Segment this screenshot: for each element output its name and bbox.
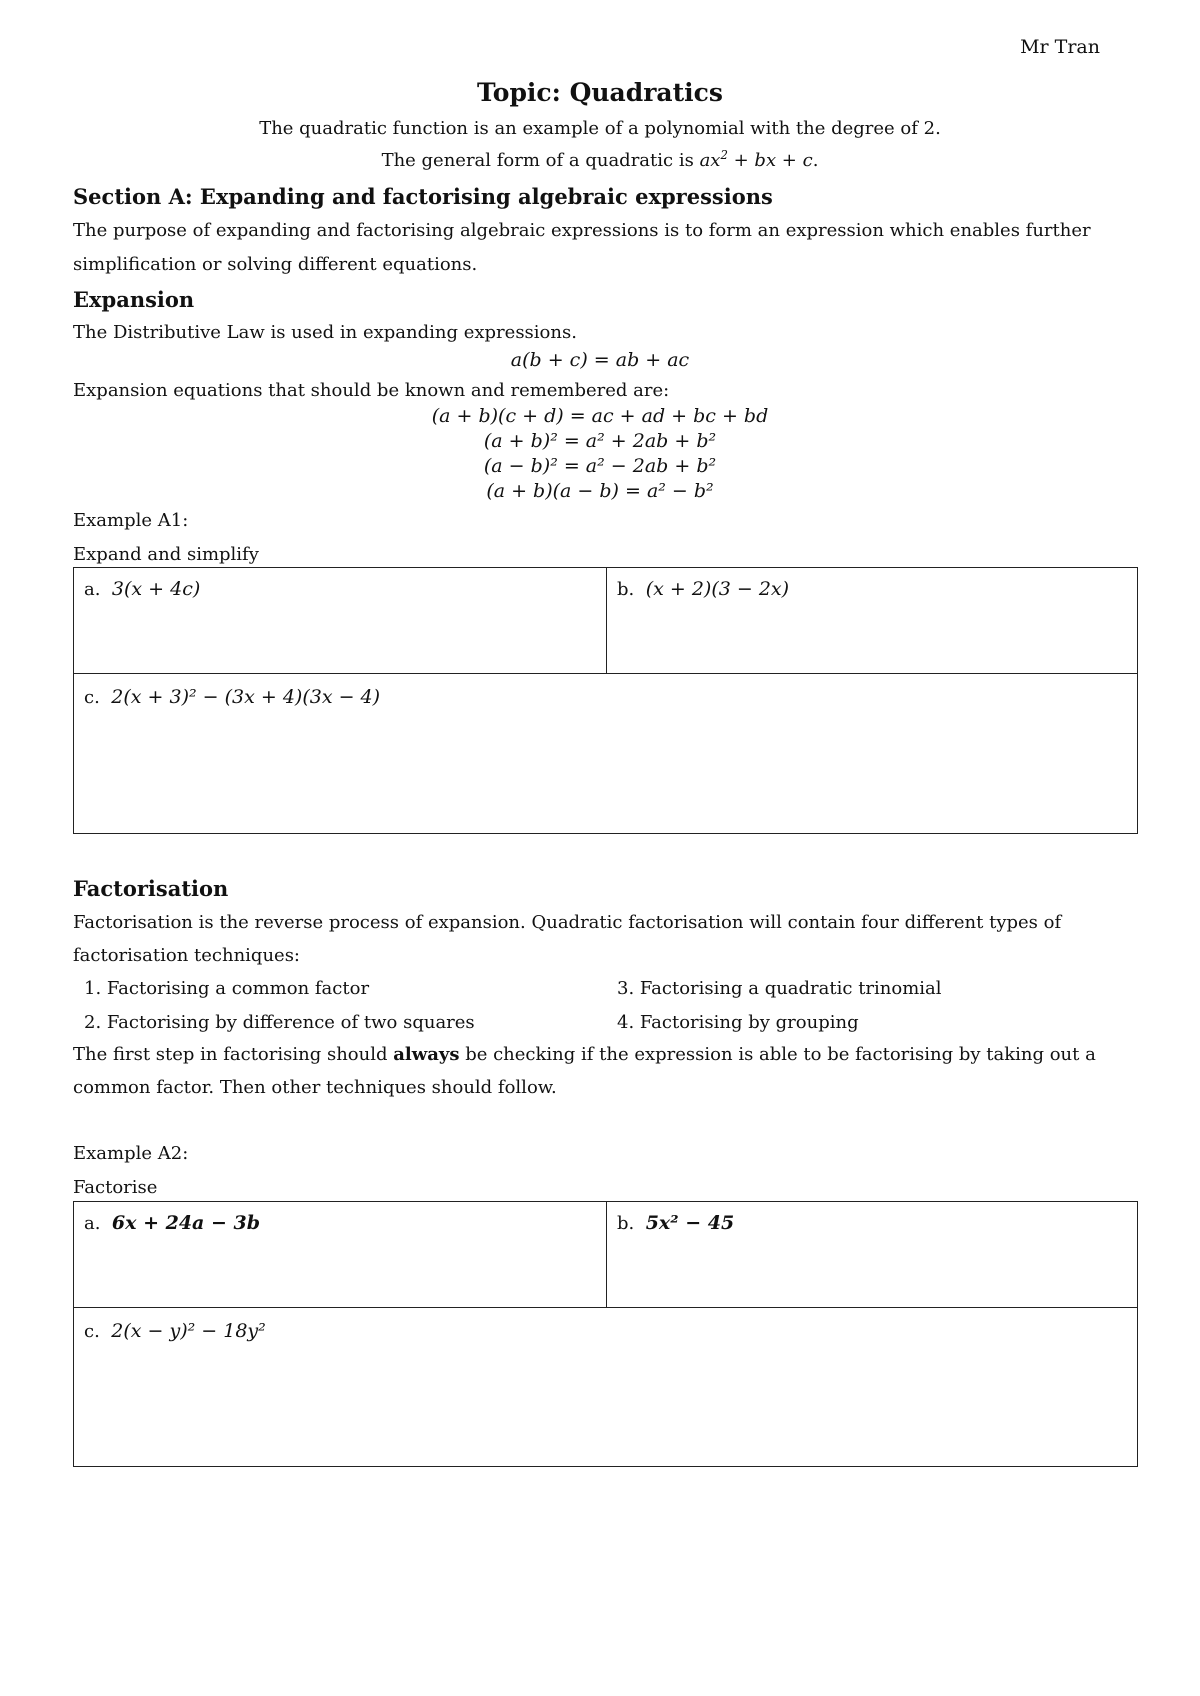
intro-line-1: The quadratic function is an example of a polynomial with the degree of 2. [259, 118, 941, 139]
example-a2-instruction: Factorise [73, 1177, 158, 1198]
author-name: Mr Tran [1020, 36, 1100, 58]
distributive-law-text: The Distributive Law is used in expanding expressions. [73, 322, 577, 343]
question-a2-c: c. 2(x − y)² − 18y² [84, 1320, 266, 1342]
purpose-line-2: simplification or solving different equations. [73, 254, 478, 275]
intro-line-2-suffix: . [812, 150, 819, 171]
section-a-heading: Section A: Expanding and factorising algebraic expressions [73, 184, 773, 209]
answer-box-a2-a[interactable] [73, 1201, 607, 1308]
example-a1-label: Example A1: [73, 510, 189, 531]
known-equations-text: Expansion equations that should be known and remembered are: [73, 380, 670, 401]
question-a2-b: b. 5x² − 45 [617, 1212, 735, 1234]
answer-box-a1-c[interactable] [73, 673, 1138, 834]
technique-1: 1. Factorising a common factor [84, 978, 370, 999]
question-a1-b: b. (x + 2)(3 − 2x) [617, 578, 790, 600]
answer-box-a1-b[interactable] [606, 567, 1138, 674]
general-form-math: $ax^2$ + bx + c [699, 148, 813, 171]
technique-2: 2. Factorising by difference of two squares [84, 1012, 475, 1033]
first-step-line-2: common factor. Then other techniques should follow. [73, 1077, 557, 1098]
expansion-heading: Expansion [73, 287, 195, 312]
factorisation-desc-line-1: Factorisation is the reverse process of expansion. Quadratic factorisation will contain four different types of [73, 912, 1062, 933]
expansion-equation-3: (a − b)² = a² − 2ab + b² [483, 455, 717, 477]
example-a2-label: Example A2: [73, 1143, 189, 1164]
intro-line-2-prefix: The general form of a quadratic is [381, 150, 700, 171]
page-title: Topic: Quadratics [477, 78, 723, 107]
technique-3: 3. Factorising a quadratic trinomial [617, 978, 942, 999]
answer-box-a2-b[interactable] [606, 1201, 1138, 1308]
expansion-equation-4: (a + b)(a − b) = a² − b² [486, 480, 714, 502]
expansion-equation-1: (a + b)(c + d) = ac + ad + bc + bd [431, 405, 769, 427]
distributive-law-equation: a(b + c) = ab + ac [510, 349, 690, 371]
expansion-equation-2: (a + b)² = a² + 2ab + b² [483, 430, 717, 452]
purpose-line-1: The purpose of expanding and factorising algebraic expressions is to form an expression which enables further [73, 220, 1091, 241]
first-step-line-1: The first step in factorising should always be checking if the expression is able to be factorising by taking out a [73, 1044, 1096, 1065]
intro-line-2 [0, 150, 1200, 171]
technique-4: 4. Factorising by grouping [617, 1012, 859, 1033]
question-a2-a: a. 6x + 24a − 3b [84, 1212, 261, 1234]
always-emphasis: always [393, 1044, 460, 1065]
answer-box-a1-a[interactable] [73, 567, 607, 674]
factorisation-desc-line-2: factorisation techniques: [73, 945, 300, 966]
question-a1-c: c. 2(x + 3)² − (3x + 4)(3x − 4) [84, 686, 381, 708]
example-a1-instruction: Expand and simplify [73, 544, 259, 565]
question-a1-a: a. 3(x + 4c) [84, 578, 201, 600]
factorisation-heading: Factorisation [73, 876, 229, 901]
answer-box-a2-c[interactable] [73, 1307, 1138, 1467]
